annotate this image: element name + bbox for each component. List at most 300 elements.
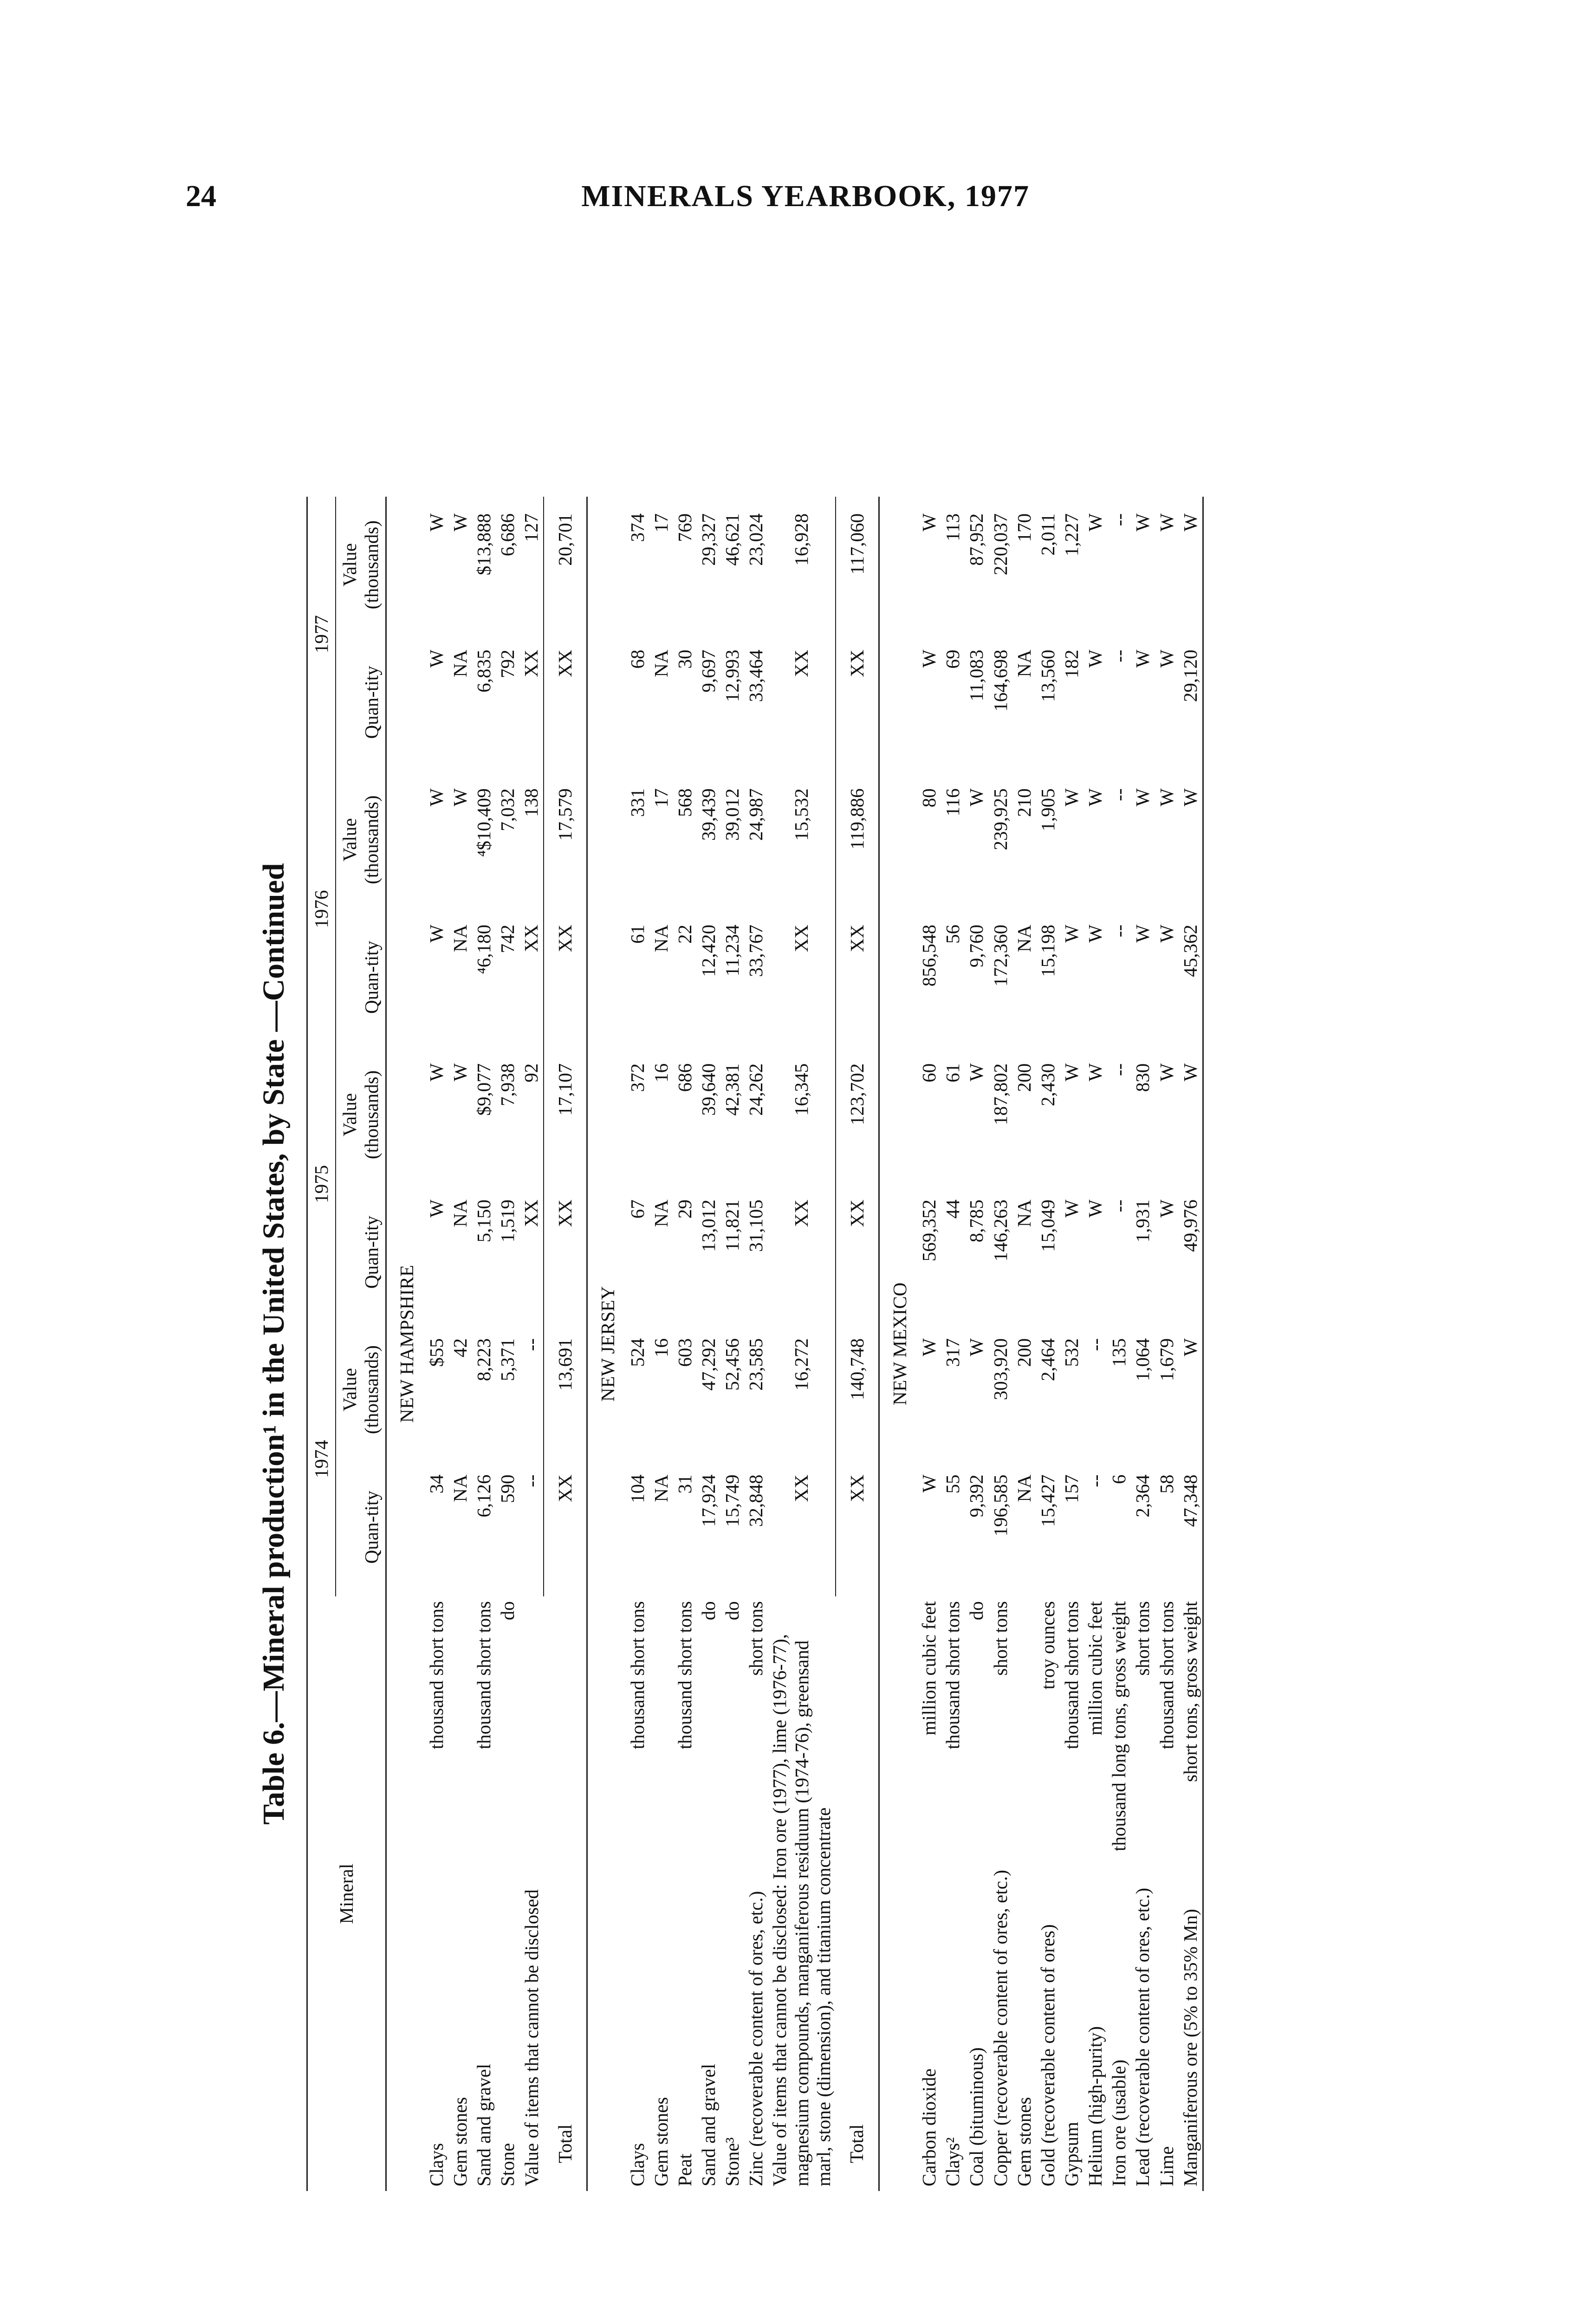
value-cell: ⁴$10,409 bbox=[473, 788, 494, 857]
value-cell: 568 bbox=[674, 788, 695, 817]
value-cell: W bbox=[425, 513, 447, 532]
value-cell: 187,802 bbox=[989, 1063, 1011, 1125]
quantity-cell: 67 bbox=[626, 1199, 648, 1219]
unit-label: thousand short tons bbox=[626, 1601, 648, 1750]
quantity-cell: XX bbox=[791, 649, 812, 677]
section-heading-row bbox=[386, 497, 425, 2191]
value-cell: W bbox=[1155, 1063, 1177, 1082]
quantity-cell: 590 bbox=[496, 1474, 518, 1503]
value-cell: 42 bbox=[449, 1338, 471, 1357]
state-section bbox=[879, 497, 1203, 2191]
quantity-cell: 44 bbox=[942, 1199, 964, 1219]
value-cell: 47,292 bbox=[697, 1338, 719, 1391]
value-cell: 92 bbox=[520, 1063, 542, 1083]
mineral-label: Sand and gravel bbox=[473, 2063, 494, 2186]
quantity-cell: -- bbox=[1084, 1474, 1106, 1487]
quantity-cell: NA bbox=[1013, 649, 1035, 677]
value-cell: 15,532 bbox=[791, 788, 812, 841]
quantity-cell: NA bbox=[449, 1199, 471, 1227]
unit-label: short tons bbox=[745, 1601, 767, 1676]
value-cell: 24,262 bbox=[745, 1063, 767, 1116]
quantity-cell: 33,767 bbox=[745, 924, 767, 977]
quantity-cell: -- bbox=[1108, 649, 1130, 662]
value-cell: 210 bbox=[1013, 788, 1035, 817]
value-cell: W bbox=[1084, 513, 1106, 532]
table-row bbox=[496, 497, 519, 2191]
quantity-cell: 11,234 bbox=[721, 924, 743, 977]
mineral-label: Gem stones bbox=[449, 2097, 471, 2186]
quantity-cell: 6,835 bbox=[473, 649, 494, 693]
value-cell: W bbox=[966, 1063, 987, 1082]
mineral-cell bbox=[496, 1596, 519, 2191]
mineral-label: Lead (recoverable content of ores, etc.) bbox=[1132, 1887, 1154, 2186]
mineral-cell bbox=[965, 1596, 988, 2191]
mineral-cell bbox=[720, 1596, 744, 2191]
quantity-cell: 5,150 bbox=[473, 1199, 494, 1243]
quantity-cell: 61 bbox=[626, 924, 648, 944]
value-cell: 16,345 bbox=[791, 1063, 812, 1116]
table-row bbox=[941, 497, 965, 2191]
total-cell: 13,691 bbox=[544, 1322, 587, 1458]
total-cell: XX bbox=[836, 908, 879, 1047]
value-cell: 170 bbox=[1013, 513, 1035, 542]
mineral-label: Lime bbox=[1155, 2146, 1177, 2186]
value-cell: 317 bbox=[942, 1338, 964, 1367]
value-cell: 46,621 bbox=[721, 513, 743, 566]
unit-label: troy ounces bbox=[1037, 1601, 1058, 1690]
mineral-cell bbox=[989, 1596, 1012, 2191]
table-row bbox=[720, 497, 744, 2191]
unit-label: do bbox=[496, 1601, 518, 1621]
mineral-label: Peat bbox=[674, 2153, 695, 2186]
unit-label: million cubic feet bbox=[918, 1601, 940, 1736]
value-cell: W bbox=[1155, 788, 1177, 807]
value-cell: 29,327 bbox=[697, 513, 719, 566]
value-cell: 116 bbox=[942, 788, 964, 817]
table-row bbox=[1083, 497, 1107, 2191]
quantity-cell: W bbox=[1084, 1199, 1106, 1218]
quantity-cell: 12,993 bbox=[721, 649, 743, 702]
quantity-cell: XX bbox=[791, 1474, 812, 1502]
quantity-cell: 45,362 bbox=[1179, 924, 1201, 977]
unit-label: do bbox=[721, 1601, 743, 1621]
total-row bbox=[544, 497, 587, 2191]
page-header: MINERALS YEARBOOK, 1977 bbox=[581, 179, 1030, 213]
mineral-label: Clays² bbox=[942, 2137, 964, 2186]
table-row bbox=[989, 497, 1012, 2191]
quantity-header: Quan-tity bbox=[336, 1183, 386, 1322]
year-header: 1976 bbox=[307, 772, 336, 1046]
value-cell: 5,371 bbox=[496, 1338, 518, 1381]
value-cell: -- bbox=[1084, 1338, 1106, 1351]
mineral-cell bbox=[917, 1596, 941, 2191]
mineral-label: Zinc (recoverable content of ores, etc.) bbox=[745, 1891, 767, 2186]
total-cell: 17,579 bbox=[544, 772, 587, 908]
total-label: Total bbox=[554, 2124, 576, 2163]
value-cell: -- bbox=[1108, 788, 1130, 801]
quantity-cell: W bbox=[1060, 924, 1082, 943]
quantity-cell: W bbox=[1132, 649, 1154, 668]
value-cell: 16 bbox=[650, 1063, 672, 1083]
value-cell: W bbox=[449, 788, 471, 807]
value-cell: 239,925 bbox=[989, 788, 1011, 850]
quantity-cell: 13,560 bbox=[1037, 649, 1058, 702]
value-cell: 17 bbox=[650, 788, 672, 808]
mineral-label: Iron ore (usable) bbox=[1108, 2059, 1130, 2186]
total-cell: XX bbox=[544, 908, 587, 1047]
quantity-cell: W bbox=[1155, 1199, 1177, 1218]
table-wrapper bbox=[251, 497, 1314, 2191]
quantity-cell: XX bbox=[520, 649, 542, 677]
mineral-cell bbox=[1012, 1596, 1036, 2191]
value-cell: W bbox=[966, 1338, 987, 1356]
total-row bbox=[836, 497, 879, 2191]
mineral-cell bbox=[1083, 1596, 1107, 2191]
value-cell: 39,439 bbox=[697, 788, 719, 841]
mineral-cell bbox=[472, 1596, 496, 2191]
value-cell: 2,011 bbox=[1037, 513, 1058, 556]
quantity-cell: NA bbox=[449, 924, 471, 953]
quantity-cell: NA bbox=[1013, 1199, 1035, 1227]
quantity-cell: 55 bbox=[942, 1474, 964, 1494]
value-cell: 331 bbox=[626, 788, 648, 817]
quantity-cell: 34 bbox=[425, 1474, 447, 1494]
quantity-cell: 49,976 bbox=[1179, 1199, 1201, 1252]
quantity-cell: 32,848 bbox=[745, 1474, 767, 1527]
table-title: Table 6.—Mineral production¹ in the United States, by State —Continued bbox=[257, 863, 291, 1825]
value-cell: 87,952 bbox=[966, 513, 987, 566]
value-cell: $9,077 bbox=[473, 1063, 494, 1116]
value-cell: 220,037 bbox=[989, 513, 1011, 576]
quantity-cell: 172,360 bbox=[989, 924, 1011, 987]
value-cell: W bbox=[1179, 788, 1201, 807]
value-cell: 23,024 bbox=[745, 513, 767, 566]
quantity-cell: -- bbox=[1108, 924, 1130, 938]
mineral-cell bbox=[1179, 1596, 1203, 2191]
quantity-cell: 11,083 bbox=[966, 649, 987, 701]
quantity-cell: 9,697 bbox=[697, 649, 719, 693]
value-cell: W bbox=[1155, 513, 1177, 532]
value-header: Value (thousands) bbox=[336, 497, 386, 633]
state-name: NEW HAMPSHIRE bbox=[396, 1265, 418, 1423]
mineral-label: Gem stones bbox=[650, 2097, 672, 2186]
mineral-label: Copper (recoverable content of ores, etc.) bbox=[989, 1870, 1011, 2186]
value-cell: 39,012 bbox=[721, 788, 743, 841]
total-cell: XX bbox=[836, 633, 879, 772]
quantity-cell: 31 bbox=[674, 1474, 695, 1494]
value-cell: 686 bbox=[674, 1063, 695, 1092]
section-heading-row bbox=[879, 497, 917, 2191]
value-cell: 52,456 bbox=[721, 1338, 743, 1391]
mineral-label: Gem stones bbox=[1013, 2097, 1035, 2186]
quantity-cell: 22 bbox=[674, 924, 695, 944]
value-cell: 135 bbox=[1108, 1338, 1130, 1367]
value-cell: W bbox=[1060, 788, 1082, 807]
total-cell: 119,886 bbox=[836, 772, 879, 908]
value-cell: W bbox=[1179, 1063, 1201, 1082]
unit-label: short tons bbox=[989, 1601, 1011, 1676]
quantity-cell: XX bbox=[791, 924, 812, 953]
quantity-cell: ⁴6,180 bbox=[473, 924, 494, 974]
quantity-cell: 12,420 bbox=[697, 924, 719, 977]
mineral-cell bbox=[1107, 1596, 1131, 2191]
value-cell: -- bbox=[1108, 1063, 1130, 1076]
unit-label: short tons, gross weight bbox=[1179, 1601, 1201, 1782]
value-cell: 138 bbox=[520, 788, 542, 817]
value-header: Value (thousands) bbox=[336, 1322, 386, 1458]
quantity-cell: 29 bbox=[674, 1199, 695, 1219]
state-section bbox=[587, 497, 879, 2191]
value-cell: 374 bbox=[626, 513, 648, 542]
table-row bbox=[1036, 497, 1060, 2191]
quantity-cell: 157 bbox=[1060, 1474, 1082, 1503]
quantity-cell: 792 bbox=[496, 649, 518, 679]
mineral-column-header: Mineral bbox=[307, 1596, 386, 2191]
total-cell: 20,701 bbox=[544, 497, 587, 633]
value-cell: $55 bbox=[425, 1338, 447, 1367]
unit-label: short tons bbox=[1132, 1601, 1154, 1676]
unit-label: thousand short tons bbox=[674, 1601, 695, 1750]
mineral-cell bbox=[697, 1596, 720, 2191]
total-cell: XX bbox=[544, 1458, 587, 1596]
value-cell: 372 bbox=[626, 1063, 648, 1092]
mineral-cell bbox=[626, 1596, 649, 2191]
value-cell: 24,987 bbox=[745, 788, 767, 841]
mineral-label: Carbon dioxide bbox=[918, 2068, 940, 2186]
quantity-cell: W bbox=[425, 924, 447, 943]
quantity-cell: 569,352 bbox=[918, 1199, 940, 1262]
table-row bbox=[448, 497, 472, 2191]
mineral-cell bbox=[519, 1596, 544, 2191]
total-cell: XX bbox=[544, 1183, 587, 1322]
table-row bbox=[649, 497, 673, 2191]
quantity-cell: 56 bbox=[942, 924, 964, 944]
mineral-cell bbox=[425, 1596, 448, 2191]
value-cell: 1,905 bbox=[1037, 788, 1058, 831]
value-cell: W bbox=[1179, 1338, 1201, 1356]
quantity-cell: 17,924 bbox=[697, 1474, 719, 1527]
table-row bbox=[1131, 497, 1155, 2191]
value-header: Value (thousands) bbox=[336, 1047, 386, 1183]
mineral-label: Value of items that cannot be disclosed bbox=[520, 1889, 542, 2186]
mineral-label: Sand and gravel bbox=[697, 2063, 719, 2186]
mineral-cell bbox=[1155, 1596, 1179, 2191]
value-cell: 830 bbox=[1132, 1063, 1154, 1092]
value-cell: 1,064 bbox=[1132, 1338, 1154, 1381]
year-header: 1974 bbox=[307, 1322, 336, 1596]
unit-label: thousand short tons bbox=[425, 1601, 447, 1750]
quantity-cell: 15,427 bbox=[1037, 1474, 1058, 1527]
quantity-cell: W bbox=[425, 649, 447, 668]
value-cell: W bbox=[1179, 513, 1201, 532]
quantity-cell: NA bbox=[1013, 1474, 1035, 1502]
mineral-label: Gold (recoverable content of ores) bbox=[1037, 1924, 1058, 2186]
mineral-label: Clays bbox=[425, 2143, 447, 2186]
quantity-cell: 47,348 bbox=[1179, 1474, 1201, 1527]
table-row bbox=[472, 497, 496, 2191]
value-cell: 1,227 bbox=[1060, 513, 1082, 557]
quantity-cell: XX bbox=[520, 924, 542, 953]
mineral-cell bbox=[448, 1596, 472, 2191]
mineral-label: Gypsum bbox=[1060, 2122, 1082, 2186]
quantity-cell: 15,049 bbox=[1037, 1199, 1058, 1252]
total-label: Total bbox=[846, 2124, 868, 2163]
value-cell: 17 bbox=[650, 513, 672, 532]
total-cell: XX bbox=[544, 633, 587, 772]
unit-label: thousand short tons bbox=[1060, 1601, 1082, 1750]
quantity-cell: NA bbox=[449, 1474, 471, 1502]
quantity-cell: 9,760 bbox=[966, 924, 987, 968]
mineral-cell bbox=[1036, 1596, 1060, 2191]
value-cell: 16 bbox=[650, 1338, 672, 1357]
value-cell: W bbox=[966, 788, 987, 807]
quantity-cell: W bbox=[425, 1199, 447, 1218]
quantity-header: Quan-tity bbox=[336, 1458, 386, 1596]
value-header: Value (thousands) bbox=[336, 772, 386, 908]
total-cell: 140,748 bbox=[836, 1322, 879, 1458]
quantity-cell: 146,263 bbox=[989, 1199, 1011, 1262]
quantity-header: Quan-tity bbox=[336, 633, 386, 772]
quantity-cell: 2,364 bbox=[1132, 1474, 1154, 1517]
quantity-cell: NA bbox=[650, 1199, 672, 1227]
mineral-label: Stone³ bbox=[721, 2137, 743, 2186]
value-cell: 16,272 bbox=[791, 1338, 812, 1391]
year-header-row bbox=[307, 497, 336, 2191]
quantity-cell: -- bbox=[1108, 1199, 1130, 1212]
value-cell: 61 bbox=[942, 1063, 964, 1083]
quantity-cell: W bbox=[918, 649, 940, 668]
value-cell: 42,381 bbox=[721, 1063, 743, 1116]
quantity-cell: 9,392 bbox=[966, 1474, 987, 1517]
state-name: NEW JERSEY bbox=[597, 1286, 619, 1402]
mineral-cell bbox=[649, 1596, 673, 2191]
page-number: 24 bbox=[186, 179, 216, 213]
value-cell: 2,430 bbox=[1037, 1063, 1058, 1106]
value-cell: 23,585 bbox=[745, 1338, 767, 1391]
value-cell: W bbox=[1084, 788, 1106, 807]
mineral-cell bbox=[1131, 1596, 1155, 2191]
mineral-label: Manganiferous ore (5% to 35% Mn) bbox=[1179, 1909, 1201, 2186]
value-cell: 200 bbox=[1013, 1063, 1035, 1092]
quantity-cell: 6,126 bbox=[473, 1474, 494, 1517]
mineral-production-table bbox=[306, 497, 1204, 2191]
value-cell: 39,640 bbox=[697, 1063, 719, 1116]
quantity-cell: W bbox=[1084, 649, 1106, 668]
year-header: 1975 bbox=[307, 1047, 336, 1322]
quantity-cell: 8,785 bbox=[966, 1199, 987, 1243]
table-row bbox=[917, 497, 941, 2191]
mineral-cell bbox=[941, 1596, 965, 2191]
quantity-cell: 29,120 bbox=[1179, 649, 1201, 702]
value-cell: 127 bbox=[520, 513, 542, 542]
quantity-cell: 1,519 bbox=[496, 1199, 518, 1243]
quantity-cell: 1,931 bbox=[1132, 1199, 1154, 1243]
mineral-cell bbox=[673, 1596, 697, 2191]
quantity-cell: 15,198 bbox=[1037, 924, 1058, 977]
quantity-cell: 58 bbox=[1155, 1474, 1177, 1494]
value-cell: 532 bbox=[1060, 1338, 1082, 1367]
quantity-cell: W bbox=[1084, 924, 1106, 943]
quantity-cell: -- bbox=[520, 1474, 542, 1487]
value-cell: W bbox=[1132, 513, 1154, 532]
quantity-cell: 182 bbox=[1060, 649, 1082, 679]
value-cell: W bbox=[918, 513, 940, 532]
quantity-cell: 30 bbox=[674, 649, 695, 669]
table-row bbox=[1060, 497, 1083, 2191]
state-name: NEW MEXICO bbox=[889, 1282, 910, 1406]
mineral-label: Clays bbox=[626, 2143, 648, 2186]
rotated-table-area bbox=[251, 497, 1314, 2191]
unit-label: thousand short tons bbox=[473, 1601, 494, 1750]
quantity-header: Quan-tity bbox=[336, 908, 386, 1047]
quantity-cell: XX bbox=[520, 1199, 542, 1227]
quantity-cell: NA bbox=[650, 1474, 672, 1502]
unit-label: thousand long tons, gross weight bbox=[1108, 1601, 1130, 1851]
quantity-cell: 11,821 bbox=[721, 1199, 743, 1251]
value-cell: W bbox=[449, 1063, 471, 1082]
quantity-cell: XX bbox=[791, 1199, 812, 1227]
quantity-cell: 33,464 bbox=[745, 649, 767, 702]
table-row bbox=[626, 497, 649, 2191]
value-cell: W bbox=[918, 1338, 940, 1356]
value-cell: -- bbox=[520, 1338, 542, 1351]
total-cell: XX bbox=[836, 1458, 879, 1596]
value-cell: W bbox=[1084, 1063, 1106, 1082]
total-cell: XX bbox=[836, 1183, 879, 1322]
table-row bbox=[697, 497, 720, 2191]
table-row bbox=[1155, 497, 1179, 2191]
value-cell: 6,686 bbox=[496, 513, 518, 557]
total-cell: 123,702 bbox=[836, 1047, 879, 1183]
quantity-cell: 164,698 bbox=[989, 649, 1011, 712]
quantity-cell: 13,012 bbox=[697, 1199, 719, 1252]
value-cell: 7,032 bbox=[496, 788, 518, 831]
quantity-cell: 104 bbox=[626, 1474, 648, 1503]
value-cell: 80 bbox=[918, 788, 940, 808]
value-cell: 769 bbox=[674, 513, 695, 542]
value-cell: W bbox=[1060, 1063, 1082, 1082]
value-cell: W bbox=[425, 1063, 447, 1082]
value-cell: 113 bbox=[942, 513, 964, 541]
value-cell: $13,888 bbox=[473, 513, 494, 576]
quantity-cell: 6 bbox=[1108, 1474, 1130, 1484]
value-cell: 7,938 bbox=[496, 1063, 518, 1106]
value-cell: 303,920 bbox=[989, 1338, 1011, 1400]
quantity-cell: NA bbox=[449, 649, 471, 677]
unit-label: thousand short tons bbox=[942, 1601, 964, 1750]
year-header: 1977 bbox=[307, 497, 336, 772]
total-cell: 17,107 bbox=[544, 1047, 587, 1183]
unit-label: do bbox=[966, 1601, 987, 1621]
section-heading-row bbox=[587, 497, 626, 2191]
quantity-cell: W bbox=[1132, 924, 1154, 943]
state-section bbox=[386, 497, 587, 2191]
table-row bbox=[1107, 497, 1131, 2191]
quantity-cell: W bbox=[1060, 1199, 1082, 1218]
value-cell: 2,464 bbox=[1037, 1338, 1058, 1381]
quantity-cell: 69 bbox=[942, 649, 964, 669]
quantity-cell: 196,585 bbox=[989, 1474, 1011, 1537]
table-row bbox=[673, 497, 697, 2191]
quantity-cell: NA bbox=[650, 924, 672, 953]
table-row bbox=[425, 497, 448, 2191]
value-cell: 16,928 bbox=[791, 513, 812, 566]
quantity-cell: NA bbox=[650, 649, 672, 677]
table-row bbox=[1012, 497, 1036, 2191]
value-cell: 603 bbox=[674, 1338, 695, 1367]
mineral-cell bbox=[744, 1596, 768, 2191]
value-cell: 1,679 bbox=[1155, 1338, 1177, 1381]
